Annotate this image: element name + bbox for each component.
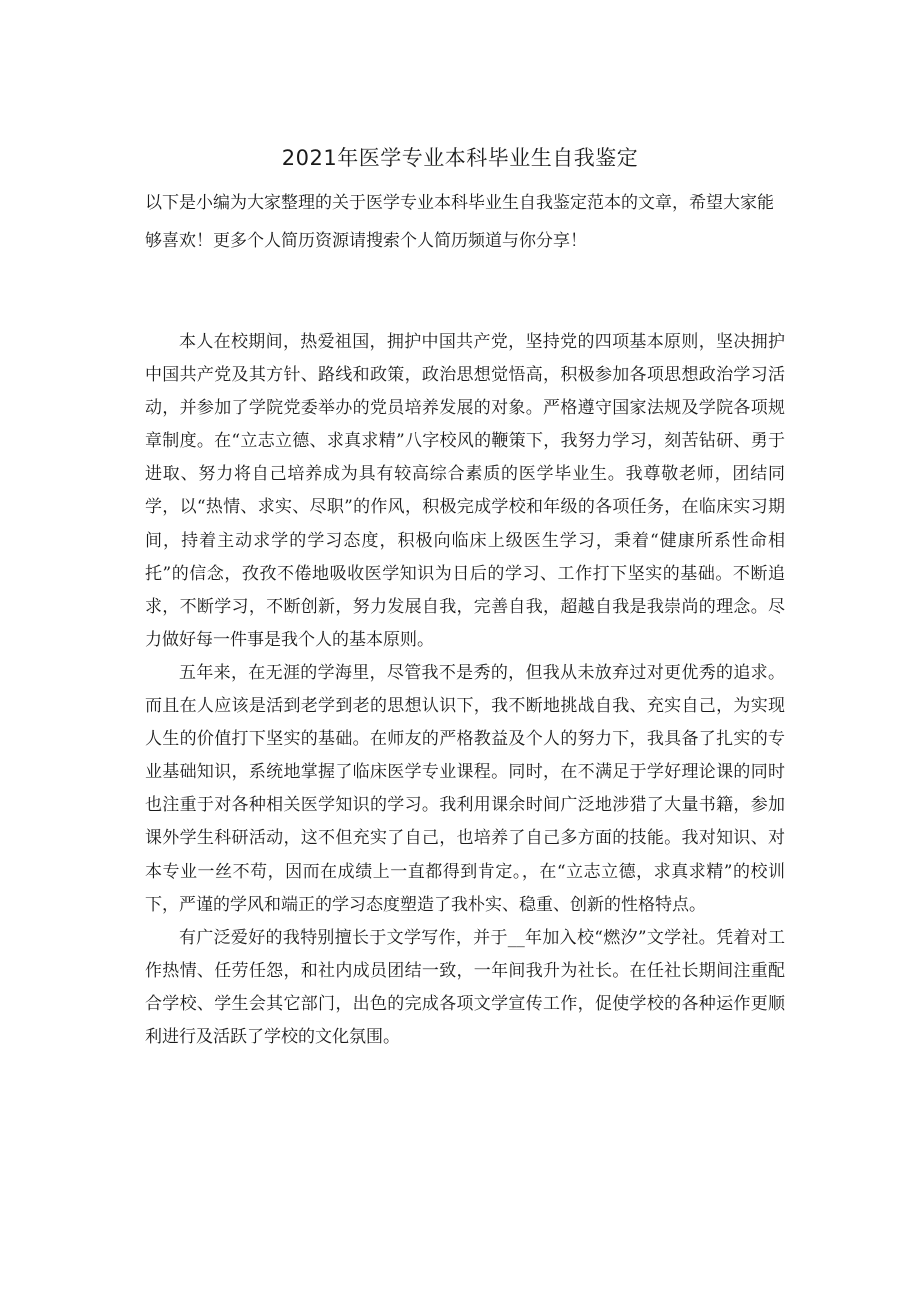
body-paragraph: 有广泛爱好的我特别擅长于文学写作，并于__年加入校“燃汐”文学社。凭着对工作热情、任劳任怨，和社内成员团结一致，一年间我升为社长。在任社长期间注重配合学校、学生会其它部门，出色的完成各项文学宣传工作，促使学校的各种运作更顺利进行及活跃了学校的文化氛围。 [145,927,785,1047]
document-title: 2021年医学专业本科毕业生自我鉴定 [281,146,639,170]
document-body [145,326,785,1054]
intro-paragraph: 以下是小编为大家整理的关于医学专业本科毕业生自我鉴定范本的文章，希望大家能够喜欢！更多个人简历资源请搜索个人简历频道与你分享！ [145,193,774,251]
body-paragraph: 本人在校期间，热爱祖国，拥护中国共产党，坚持党的四项基本原则，坚决拥护中国共产党及其方针、路线和政策，政治思想觉悟高，积极参加各项思想政治学习活动，并参加了学院党委举办的党员培养发展的对象。严格遵守国家法规及学院各项规章制度。在“立志立德、求真求精”八字校风的鞭策下，我努力学习，刻苦钻研、勇于进取、努力将自己培养成为具有较高综合素质的医学毕业生。我尊敬老师，团结同学，以“热情、求实、尽职”的作风，积极完成学校和年级的各项任务，在临床实习期间，持着主动求学的学习态度，积极向临床上级医生学习，秉着“健康所系性命相托”的信念，孜孜不倦地吸收医学知识为日后的学习、工作打下坚实的基础。不断追求，不断学习，不断创新，努力发展自我，完善自我，超越自我是我崇尚的理念。尽力做好每一件事是我个人的基本原则。 [145,332,785,650]
body-paragraph: 五年来，在无涯的学海里，尽管我不是秀的，但我从未放弃过对更优秀的追求。而且在人应该是活到老学到老的思想认识下，我不断地挑战自我、充实自己，为实现人生的价值打下坚实的基础。在师友的严格教益及个人的努力下，我具备了扎实的专业基础知识，系统地掌握了临床医学专业课程。同时，在不满足于学好理论课的同时也注重于对各种相关医学知识的学习。我利用课余时间广泛地涉猎了大量书籍，参加课外学生科研活动，这不但充实了自己，也培养了自己多方面的技能。我对知识、对本专业一丝不苟，因而在成绩上一直都得到肯定。，在“立志立德，求真求精”的校训下，严谨的学风和端正的学习态度塑造了我朴实、稳重、创新的性格特点。 [145,662,785,915]
